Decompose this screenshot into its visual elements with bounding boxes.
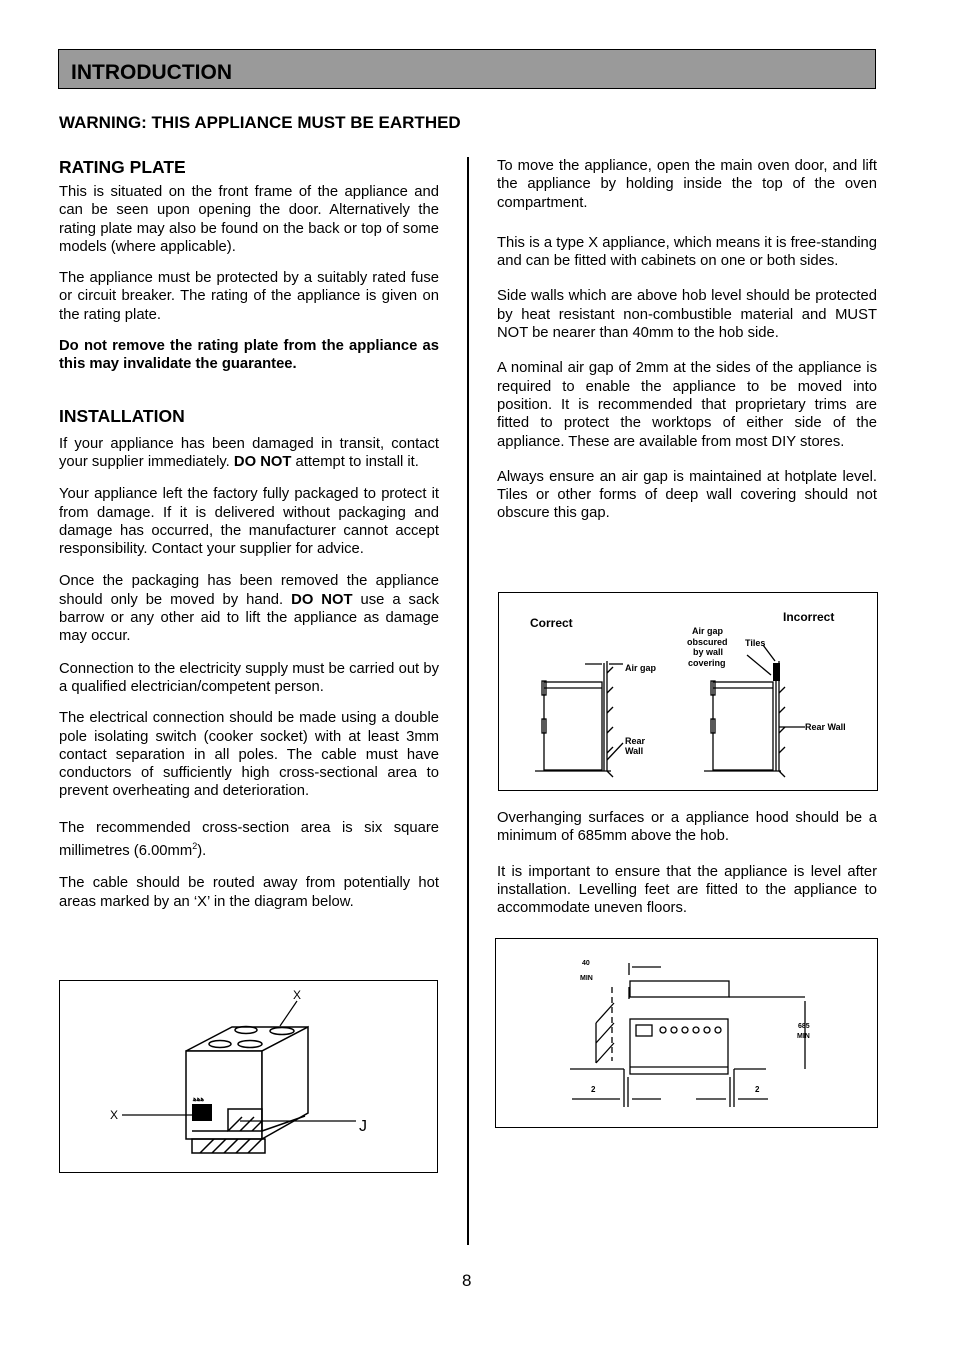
svg-text:ﮬﮬﮬ: ﮬﮬﮬ [193,1096,205,1103]
obscured-label-2: obscured [687,637,728,647]
hot-area-label-top: X [293,988,302,1002]
rating-plate-heading: RATING PLATE [59,157,186,177]
installation-heading: INSTALLATION [59,405,185,426]
incorrect-label: Incorrect [783,610,835,624]
right-paragraph-1: To move the appliance, open the main oven door, and lift the appliance by holding inside the top of the oven compartment. [497,158,877,211]
installation-paragraph-2: Your appliance left the factory fully packaged to protect it from damage. If it is delivered without packaging and damage has occurred, the manufacturer cannot accept responsibility. Contact your supplier for advice. [59,486,439,558]
tiles-label: Tiles [745,638,766,648]
obscured-label-1: Air gap [692,626,724,636]
section-banner [58,49,876,89]
wall-label: Wall [625,746,644,756]
rating-paragraph-1: This is situated on the front frame of the appliance and can be seen upon opening the door. Alternatively the rating plate may also be found on the back or top of some models (where applicable). [59,184,439,255]
column-divider [467,157,469,1245]
right-paragraph-3: Side walls which are above hob level should be protected by heat resistant non-combustible material and MUST NOT be nearer than 40mm to the hob side. [497,288,877,342]
dim-685-label: 685 [798,1023,810,1030]
right-paragraph-7: It is important to ensure that the appliance is level after installation. Levelling feet are fitted to the appliance to accommodate uneven floors. [497,863,877,917]
right-paragraph-5: Always ensure an air gap is maintained at hotplate level. Tiles or other forms of deep wall covering should not obscure this gap. [497,468,877,522]
installation-paragraph-7: The cable should be routed away from potentially hot areas marked by an ‘X’ in the diagram below. [59,875,439,910]
cable-label: J [359,1118,367,1135]
obscured-label-3: by wall [693,647,724,657]
air-gap-label: Air gap [625,663,657,673]
dim-2-left-label: 2 [591,1085,596,1094]
page-title: INTRODUCTION [71,61,232,84]
right-column [497,157,877,523]
page-number: 8 [462,1271,472,1290]
installation-paragraph-1: If your appliance has been damaged in transit, contact your supplier immediately. DO NOT attempt to install it. [59,435,439,470]
right-column-lower [497,809,877,917]
tiles-block [773,663,780,681]
installation-paragraph-4: Connection to the electricity supply must be carried out by a qualified electrician/competent person. [59,660,439,695]
right-paragraph-4: A nominal air gap of 2mm at the sides of the appliance is required to enable the appliance to be moved into position. It is recommended that proprietary trims are fitted to protect the worktops of either side of the appliance. These are available from most DIY stores. [497,360,877,450]
dim-40-min-label: MIN [580,975,593,982]
hot-areas-diagram [59,980,438,1173]
air-gap-diagram [498,592,878,791]
correct-label: Correct [530,616,573,630]
rating-paragraph-3: Do not remove the rating plate from the appliance as this may invalidate the guarantee. [59,338,439,373]
hot-area-label-left: X [110,1108,119,1122]
clearance-diagram [495,938,878,1128]
obscured-label-4: covering [688,658,726,668]
earthing-warning: WARNING: THIS APPLIANCE MUST BE EARTHED [59,113,461,132]
right-paragraph-2: This is a type X appliance, which means it is free-standing and can be fitted with cabinets on one or both sides. [497,234,877,270]
installation-paragraph-5: The electrical connection should be made using a double pole isolating switch (cooker socket) with at least 3mm contact separation in all poles. The cable must have conductors of sufficiently high cross-sectional area to prevent overheating and deterioration. [59,710,439,800]
right-paragraph-6: Overhanging surfaces or a appliance hood should be a minimum of 685mm above the hob. [497,810,877,845]
rear-wall-label: Rear Wall [805,722,846,732]
installation-paragraph-6: The recommended cross-section area is six square millimetres $(6.00mm^2)$. [59,819,439,859]
dim-685-min-label: MIN [797,1033,810,1040]
control-panel-block [192,1104,212,1121]
rear-label: Rear [625,736,646,746]
rating-paragraph-2: The appliance must be protected by a suitably rated fuse or circuit breaker. The rating of the appliance is given on the rating plate. [59,270,439,323]
dim-2-right-label: 2 [755,1085,760,1094]
left-column [59,156,439,911]
dim-40-label: 40 [582,960,590,967]
installation-paragraph-3: Once the packaging has been removed the appliance should only be moved by hand. DO NOT use a sack barrow or any other aid to lift the appliance as damage may occur. [59,573,439,645]
